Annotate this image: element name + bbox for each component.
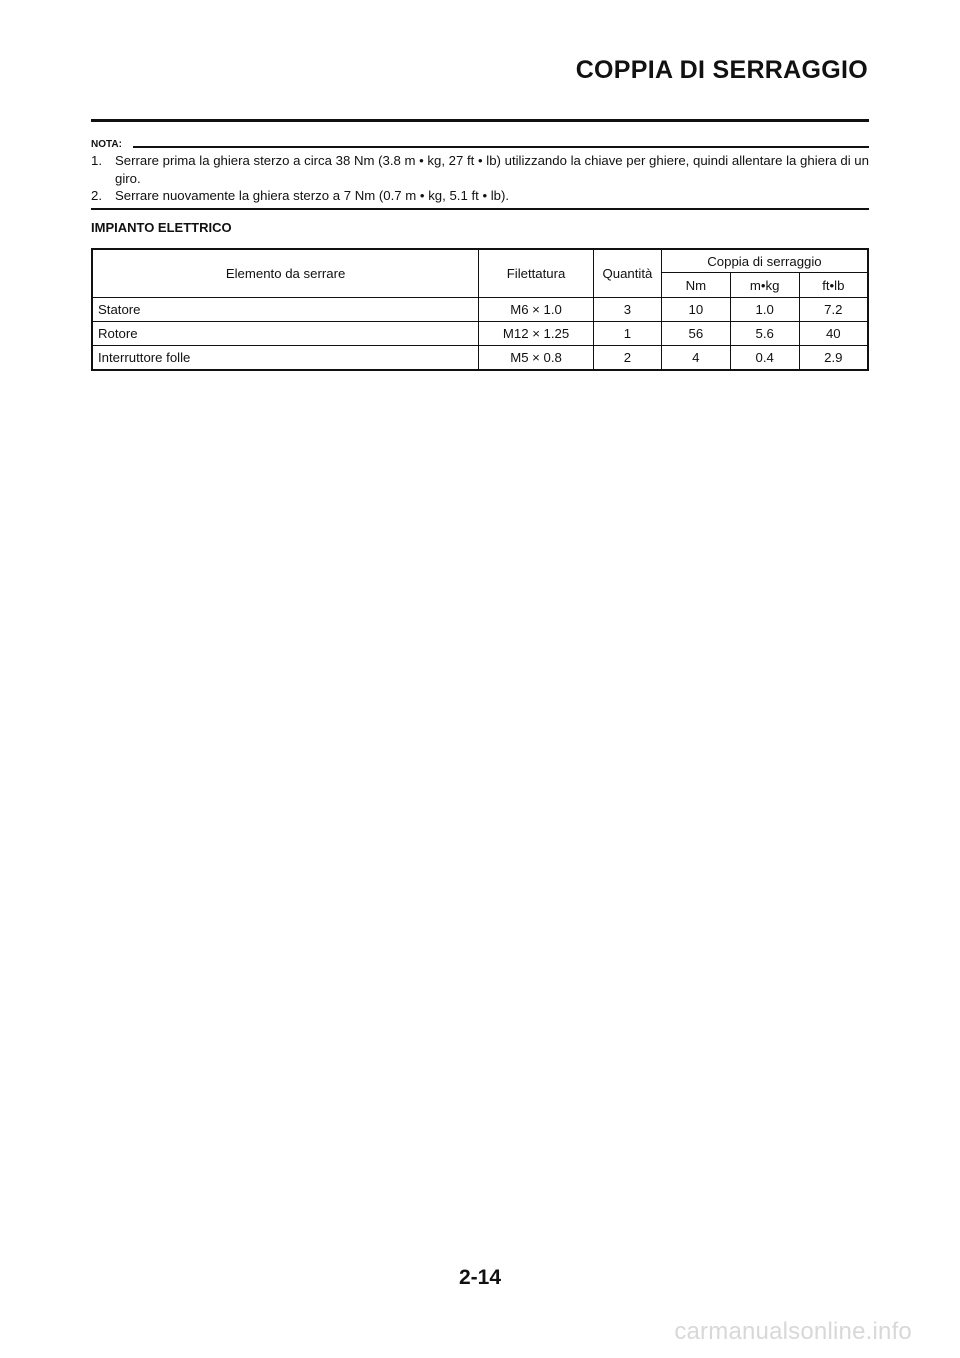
cell-ftlb: 7.2 <box>799 298 868 322</box>
cell-ftlb: 40 <box>799 322 868 346</box>
cell-nm: 4 <box>661 346 730 371</box>
cell-quantity: 3 <box>593 298 661 322</box>
cell-item: Interruttore folle <box>92 346 479 371</box>
header-item: Elemento da serrare <box>92 249 479 298</box>
section-heading: IMPIANTO ELETTRICO <box>91 220 232 235</box>
cell-nm: 10 <box>661 298 730 322</box>
note-item-number: 2. <box>91 188 102 203</box>
cell-mkg: 1.0 <box>730 298 799 322</box>
title-divider <box>91 119 869 122</box>
header-quantity: Quantità <box>593 249 661 298</box>
watermark: carmanualsonline.info <box>674 1318 912 1345</box>
note-list <box>91 152 869 205</box>
header-torque: Coppia di serraggio <box>661 249 868 273</box>
header-nm: Nm <box>661 273 730 298</box>
note-item-number: 1. <box>91 153 102 168</box>
header-thread: Filettatura <box>479 249 594 298</box>
cell-mkg: 5.6 <box>730 322 799 346</box>
cell-mkg: 0.4 <box>730 346 799 371</box>
cell-item: Rotore <box>92 322 479 346</box>
note-item <box>91 152 869 187</box>
note-header <box>91 138 869 152</box>
cell-thread: M6 × 1.0 <box>479 298 594 322</box>
note-label: NOTA: <box>91 139 122 150</box>
cell-thread: M5 × 0.8 <box>479 346 594 371</box>
torque-table <box>91 248 869 371</box>
header-ftlb: ft•lb <box>799 273 868 298</box>
cell-item: Statore <box>92 298 479 322</box>
table-row <box>92 298 868 322</box>
table-row <box>92 322 868 346</box>
cell-quantity: 1 <box>593 322 661 346</box>
note-item-text: Serrare prima la ghiera sterzo a circa 38 Nm (3.8 m • kg, 27 ft • lb) utilizzando la chiave per ghiere, quindi allentare la ghiera di un giro. <box>115 153 869 186</box>
note-item <box>91 187 869 205</box>
cell-nm: 56 <box>661 322 730 346</box>
table-row <box>92 346 868 371</box>
page-number: 2-14 <box>458 1266 502 1289</box>
note-item-text: Serrare nuovamente la ghiera sterzo a 7 Nm (0.7 m • kg, 5.1 ft • lb). <box>115 188 510 203</box>
page-title: COPPIA DI SERRAGGIO <box>575 56 868 84</box>
note-divider <box>133 146 869 148</box>
cell-quantity: 2 <box>593 346 661 371</box>
cell-thread: M12 × 1.25 <box>479 322 594 346</box>
cell-ftlb: 2.9 <box>799 346 868 371</box>
header-mkg: m•kg <box>730 273 799 298</box>
note-end-divider <box>91 208 869 210</box>
